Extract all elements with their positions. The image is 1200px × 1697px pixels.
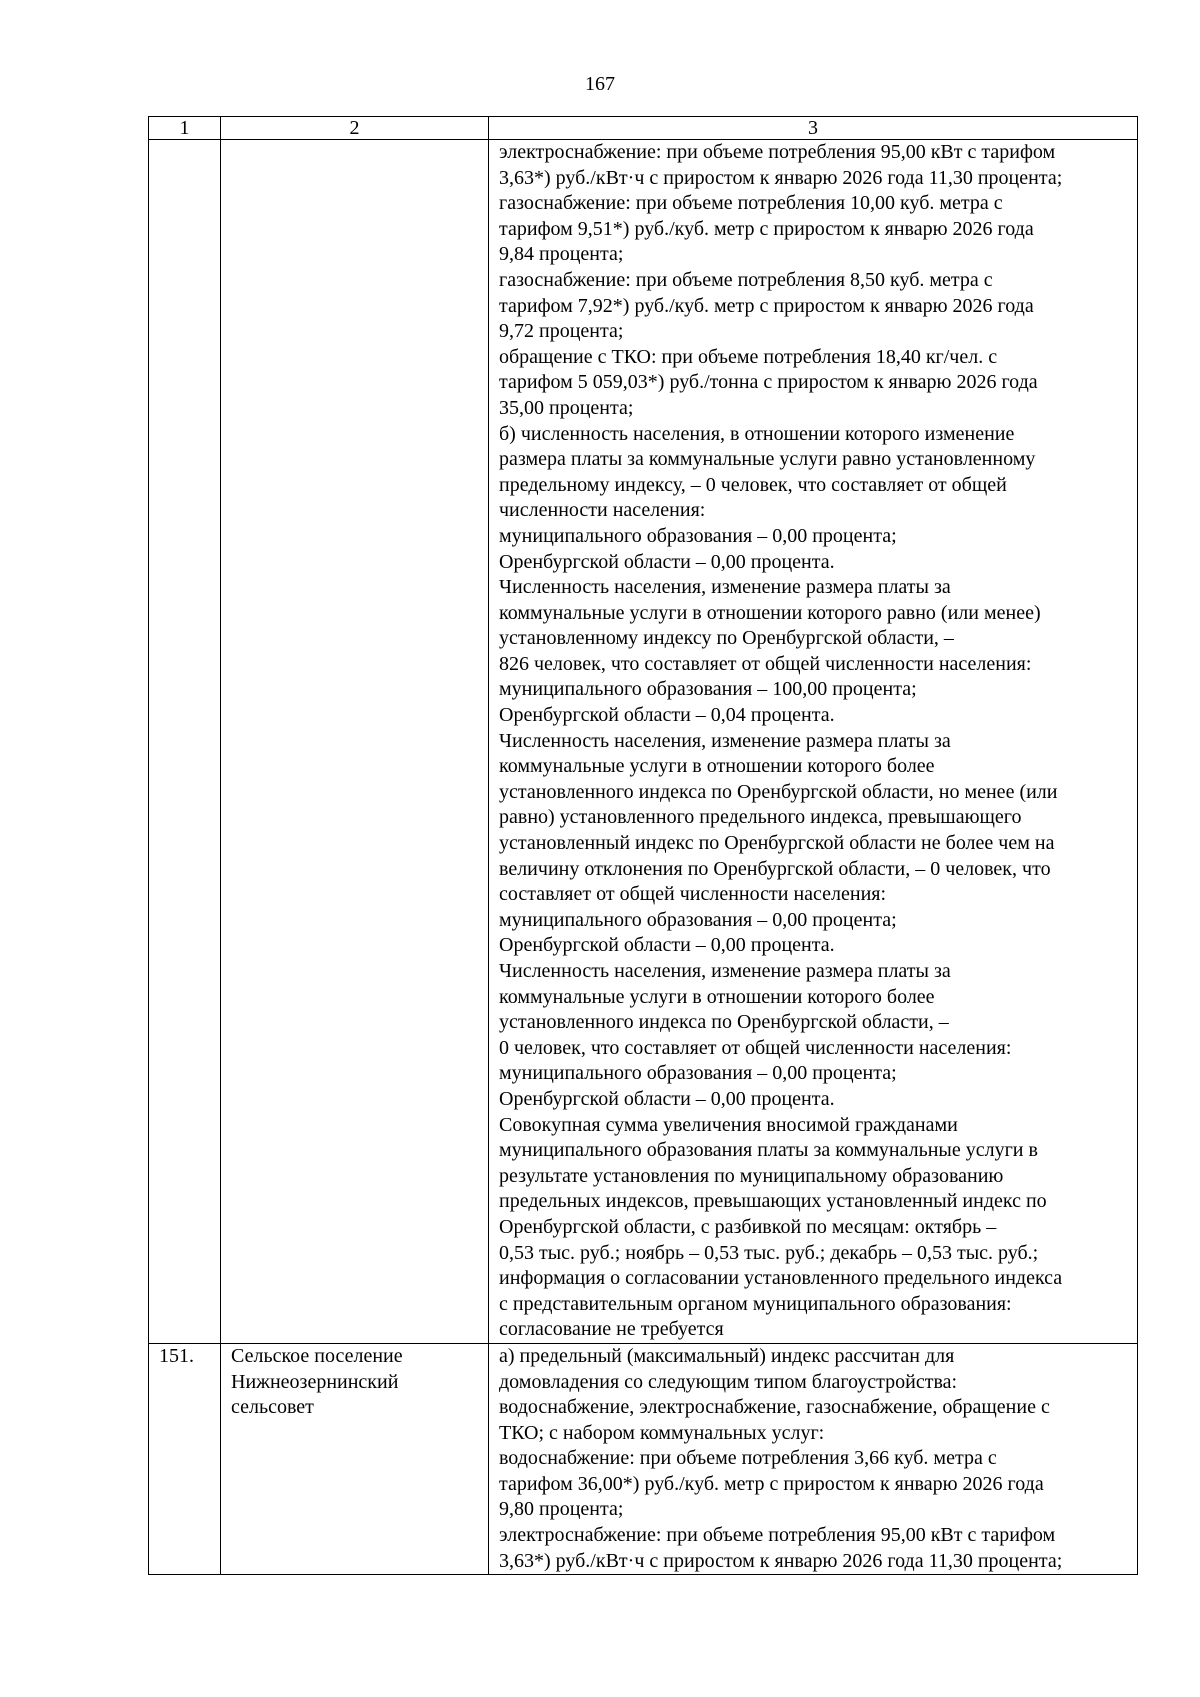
table-row	[149, 1343, 1138, 1574]
text-line: водоснабжение, электроснабжение, газоснабжение, обращение с	[499, 1396, 1050, 1419]
text-line: ТКО; с набором коммунальных услуг:	[499, 1421, 825, 1444]
column-header-2: 2	[221, 117, 489, 140]
text-line: 9,72 процента;	[499, 320, 624, 343]
text-line: равно) установленного предельного индекса, превышающего	[499, 806, 1022, 829]
text-line: Оренбургской области, с разбивкой по месяцам: октябрь –	[499, 1215, 997, 1238]
text-line: а) предельный (максимальный) индекс рассчитан для	[499, 1344, 955, 1367]
text-line: размера платы за коммунальные услуги равно установленному	[499, 448, 1036, 471]
text-line: 0,53 тыс. руб.; ноябрь – 0,53 тыс. руб.; декабрь – 0,53 тыс. руб.;	[499, 1241, 1039, 1264]
text-line: Оренбургской области – 0,00 процента.	[499, 934, 835, 957]
text-line: составляет от общей численности населения:	[499, 883, 887, 906]
text-line: тарифом 7,92*) руб./куб. метр с приростом к январю 2026 года	[499, 294, 1034, 317]
text-line: с представительным органом муниципального образования:	[499, 1292, 1012, 1315]
text-line: 35,00 процента;	[499, 396, 634, 419]
municipality-name-line: Нижнеозернинский	[231, 1370, 399, 1393]
text-line: тарифом 9,51*) руб./куб. метр с приростом к январю 2026 года	[499, 217, 1034, 240]
text-line: 9,80 процента;	[499, 1498, 624, 1521]
text-line: Численность населения, изменение размера платы за	[499, 729, 951, 752]
text-line: газоснабжение: при объеме потребления 10,00 куб. метра с	[499, 192, 1003, 215]
text-line: результате установления по муниципальному образованию	[499, 1164, 1004, 1187]
text-line: 9,84 процента;	[499, 243, 624, 266]
text-line: 826 человек, что составляет от общей численности населения:	[499, 652, 1032, 675]
text-line: установленного индекса по Оренбургской области, –	[499, 1011, 949, 1034]
row-number	[149, 140, 221, 1344]
row-number: 151.	[149, 1343, 221, 1574]
text-line: Численность населения, изменение размера платы за	[499, 960, 951, 982]
text-line: муниципального образования – 100,00 процента;	[499, 678, 917, 701]
municipality-name	[221, 140, 489, 1344]
text-line: предельных индексов, превышающих установленный индекс по	[499, 1190, 1047, 1213]
index-description	[489, 1343, 1138, 1574]
text-line: домовладения со следующим типом благоустройства:	[499, 1370, 958, 1393]
text-line: газоснабжение: при объеме потребления 8,50 куб. метра с	[499, 268, 993, 291]
text-line: коммунальные услуги в отношении которого более	[499, 755, 935, 778]
text-line: 3,63*) руб./кВт·ч с приростом к январю 2026 года 11,30 процента;	[499, 1549, 1063, 1572]
text-line: согласование не требуется	[499, 1318, 724, 1341]
text-line: обращение с ТКО: при объеме потребления 18,40 кг/чел. с	[499, 345, 998, 368]
text-line: предельному индексу, – 0 человек, что составляет от общей	[499, 473, 1007, 496]
text-line: электроснабжение: при объеме потребления 95,00 кВт с тарифом	[499, 1524, 1056, 1547]
text-line: коммунальные услуги в отношении которого более	[499, 985, 935, 1008]
text-line: муниципального образования платы за коммунальные услуги в	[499, 1139, 1038, 1162]
text-line: муниципального образования – 0,00 процента;	[499, 524, 897, 547]
text-line: Оренбургской области – 0,00 процента.	[499, 550, 835, 573]
page-number: 167	[585, 73, 615, 95]
column-header-1: 1	[149, 117, 221, 140]
text-line: 0 человек, что составляет от общей численности населения:	[499, 1036, 1012, 1059]
text-line: Численность населения, изменение размера платы за	[499, 576, 951, 599]
text-line: информация о согласовании установленного предельного индекса	[499, 1267, 1063, 1290]
text-line: Совокупная сумма увеличения вносимой гражданами	[499, 1113, 958, 1136]
text-line: муниципального образования – 0,00 процента;	[499, 908, 897, 931]
text-line: Оренбургской области – 0,00 процента.	[499, 1087, 835, 1110]
text-line: тарифом 36,00*) руб./куб. метр с приростом к январю 2026 года	[499, 1472, 1044, 1495]
text-line: установленный индекс по Оренбургской области не более чем на	[499, 832, 1055, 855]
table-row	[149, 140, 1138, 1344]
text-line: водоснабжение: при объеме потребления 3,66 куб. метра с	[499, 1447, 997, 1470]
text-line: муниципального образования – 0,00 процента;	[499, 1062, 897, 1085]
text-line: Оренбургской области – 0,04 процента.	[499, 704, 835, 727]
municipality-name-line: сельсовет	[231, 1396, 314, 1419]
text-line: тарифом 5 059,03*) руб./тонна с приростом к январю 2026 года	[499, 371, 1038, 394]
text-line: коммунальные услуги в отношении которого равно (или менее)	[499, 601, 1041, 624]
text-line: 3,63*) руб./кВт·ч с приростом к январю 2026 года 11,30 процента;	[499, 166, 1063, 189]
document-table	[148, 116, 1138, 1575]
table-header-row	[149, 117, 1138, 140]
index-description	[489, 140, 1138, 1344]
municipality-name-line: Сельское поселение	[231, 1344, 403, 1367]
text-line: установленному индексу по Оренбургской области, –	[499, 627, 954, 650]
text-line: электроснабжение: при объеме потребления 95,00 кВт с тарифом	[499, 141, 1056, 163]
text-line: величину отклонения по Оренбургской области, – 0 человек, что	[499, 857, 1051, 880]
municipality-name	[221, 1343, 489, 1574]
text-line: установленного индекса по Оренбургской области, но менее (или	[499, 780, 1058, 803]
text-line: численности населения:	[499, 499, 706, 522]
column-header-3: 3	[489, 117, 1138, 140]
text-line: б) численность населения, в отношении которого изменение	[499, 422, 1015, 445]
